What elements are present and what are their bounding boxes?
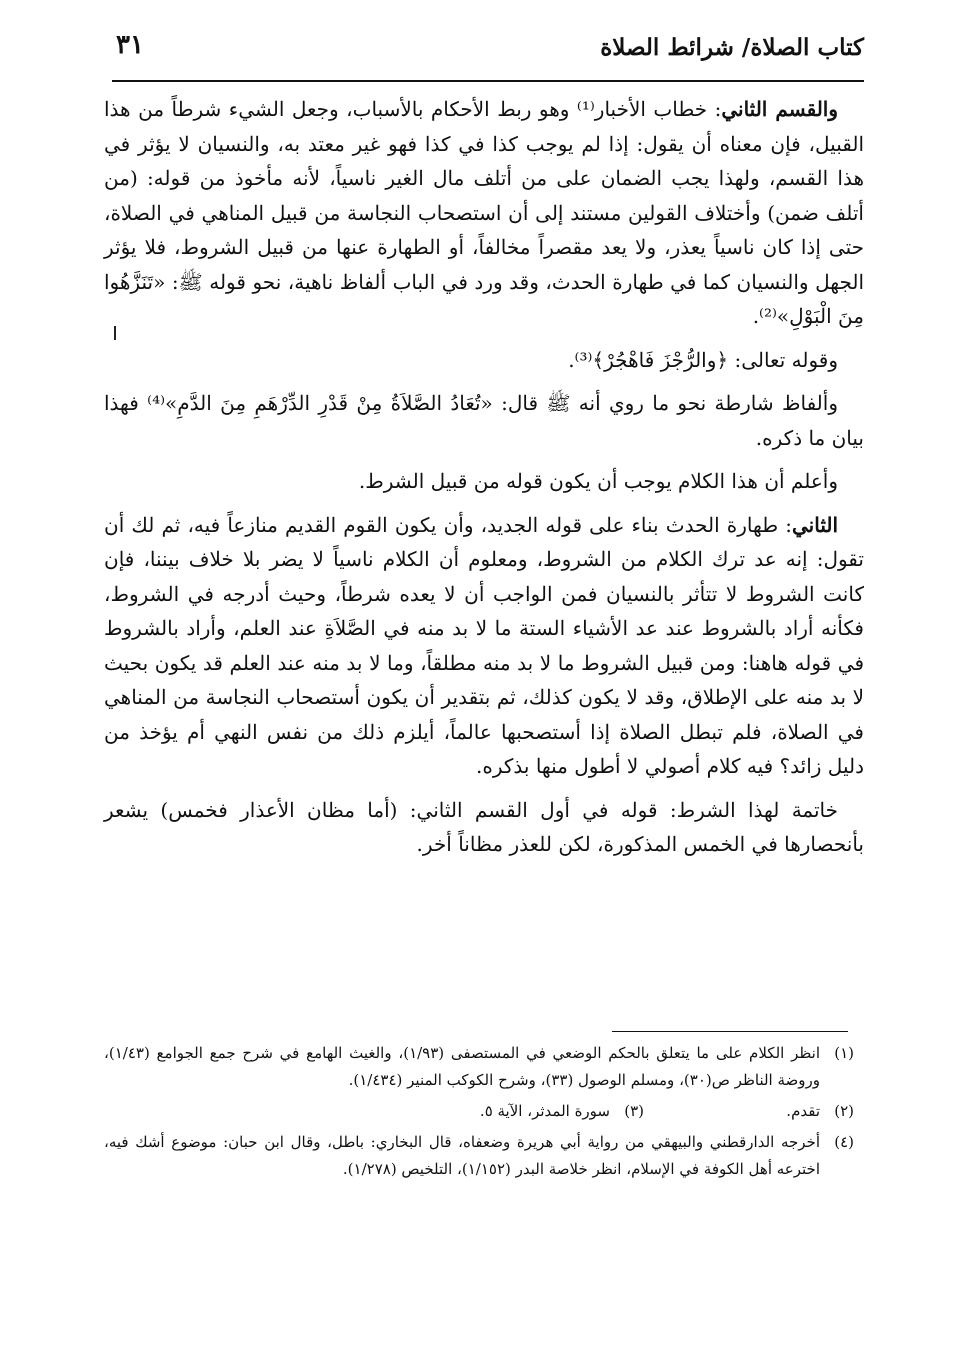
footnote-number: (٤) bbox=[834, 1133, 854, 1151]
footnote-4 bbox=[104, 1129, 854, 1183]
paragraph-lead: الثاني bbox=[791, 512, 838, 537]
paragraph-second-section bbox=[104, 92, 864, 334]
paragraph-text: وقوله تعالى: ﴿والرُّجْزَ فَاهْجُرْ﴾⁽³⁾. bbox=[568, 347, 838, 372]
running-title: كتاب الصلاة/ شرائط الصلاة bbox=[600, 34, 864, 61]
paragraph-text: وأعلم أن هذا الكلام يوجب أن يكون قوله من قبيل الشرط. bbox=[358, 469, 838, 493]
footnote-text: سورة المدثر، الآية ٥. bbox=[479, 1102, 610, 1120]
footnote-text: تقدم. bbox=[786, 1102, 820, 1120]
paragraph-second bbox=[104, 508, 864, 784]
page-number: ٣١ bbox=[116, 30, 144, 60]
paragraph-text: خاتمة لهذا الشرط: قوله في أول القسم الثاني: (أما مظان الأعذار فخمس) يشعر بأنحصارها في الخمس المذكورة، لكن للعذر مظاناً أخر. bbox=[104, 797, 864, 856]
paragraph-text: : طهارة الحدث بناء على قوله الجديد، وأن يكون القوم القديم منازعاً فيه، ثم لك أن تقول: إنه عد ترك الكلام من الشروط، ومعلوم أن الكلام ناسياً لا يضر بلا خلاف بيننا، فإن كانت الشروط لا تتأثر بالنسيان فمن الواجب أن لا يعده شرطاً، وحيث أدرجه في الشروط، فكأنه أراد بالشروط عند عد الأشياء الستة ما لا بد منه في الصَّلاَةِ عند العلم، وأراد بالشروط في قوله هاهنا: ومن قبيل الشروط ما لا بد منه مطلقاً، وما لا بد منه عند العلم قد يكون بحيث لا بد منه على الإطلاق، وقد لا يكون كذلك، ثم بتقدير أن يكون أستصحاب النجاسة من المناهي في الصلاة، فلم تبطل الصلاة إذا أستصحبها عالماً، أيلزم ذلك من نفس النهي أم يؤخذ من دليل زائد؟ فيه كلام أصولي لا أطول منها بذكره. bbox=[104, 512, 864, 778]
main-text bbox=[104, 92, 864, 871]
footnote-row-2-3 bbox=[104, 1098, 854, 1125]
paragraph-lead: والقسم الثاني bbox=[721, 97, 839, 121]
footnote-number: (١) bbox=[834, 1044, 854, 1062]
paragraph-conditional-words bbox=[104, 386, 864, 455]
footnote-1 bbox=[104, 1040, 854, 1094]
footnote-text: انظر الكلام على ما يتعلق بالحكم الوضعي في المستصفى (١/٩٣)، والغيث الهامع في شرح جمع الجوامع (١/٤٣)، وروضة الناظر ص(٣٠)، ومسلم الوصول (٣٣)، وشرح الكوكب المنير (١/٤٣٤). bbox=[104, 1044, 820, 1089]
paragraph-text: : خطاب الأخبار⁽¹⁾ وهو ربط الأحكام بالأسباب، وجعل الشيء شرطاً من هذا القبيل، فإن معناه أن يقول: إذا لم يوجب كذا في كذا فهو غير معتد به، والنسيان لا يؤثر في هذا القسم، ولهذا يجب الضمان على من أتلف مال الغير ناسياً، لأنه مأخوذ من قوله: (من أتلف ضمن) وأختلاف القولين مستند إلى أن استصحاب النجاسة من قبيل المناهي في الصلاة، حتى إذا كان ناسياً يعذر، ولا يعد مقصراً مخالفاً، أو الطهارة عنها من قبيل الشروط، فلا يؤثر الجهل والنسيان كما في طهارة الحدث، وقد ورد في الباب ألفاظ ناهية، نحو قوله ﷺ: «تَنَزَّهُوا مِنَ الْبَوْلِ»⁽²⁾. bbox=[104, 97, 864, 328]
page-header bbox=[112, 30, 864, 70]
footnote-3 bbox=[104, 1098, 644, 1125]
paragraph-quran-verse bbox=[104, 343, 864, 378]
paragraph-text: وألفاظ شارطة نحو ما روي أنه ﷺ قال: «تُعَادُ الصَّلاَةُ مِنْ قَدْرِ الدِّرْهَمِ مِنَ الدَّمِ»⁽⁴⁾ فهذا بيان ما ذكره. bbox=[104, 391, 864, 450]
header-rule bbox=[112, 80, 864, 82]
paragraph-conclusion bbox=[104, 793, 864, 862]
footnote-rule bbox=[612, 1031, 848, 1032]
paragraph-note bbox=[104, 464, 864, 499]
footnote-number: (٢) bbox=[834, 1102, 854, 1120]
footnotes bbox=[104, 1040, 854, 1187]
footnote-number: (٣) bbox=[624, 1102, 644, 1120]
footnote-2 bbox=[644, 1098, 854, 1125]
footnote-text: أخرجه الدارقطني والبيهقي من رواية أبي هريرة وضعفاه، قال البخاري: باطل، وقال ابن حبان: موضوع أشك فيه، اخترعه أهل الكوفة في الإسلام، انظر خلاصة البدر (١/١٥٢)، التلخيص (١/٢٧٨). bbox=[104, 1133, 820, 1178]
